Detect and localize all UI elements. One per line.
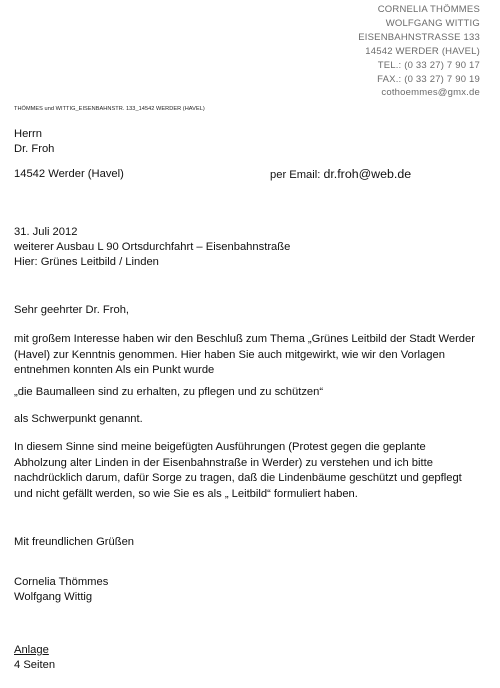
email-prefix: per Email: [270,169,324,181]
paragraph-3-line: und nicht gefällt werden, so wie Sie es als „ Leitbild“ formuliert haben. [14,487,358,500]
closing: Mit freundlichen Grüßen [14,536,135,548]
paragraph-1-line: mit großem Interesse haben wir den Beschluß zum Thema „Grünes Leitbild der Stadt Werder [14,333,475,345]
sender-fax: FAX.: (0 33 27) 7 90 19 [377,73,480,85]
signature-2: Wolfgang Wittig [14,591,93,603]
signature-1: Cornelia Thömmes [14,576,109,588]
recipient-email: dr.froh@web.de [323,167,412,181]
recipient-salutation: Herrn [14,128,42,140]
paragraph-3 [14,440,462,502]
return-address-line: THÖMMES und WITTIG_EISENBAHNSTR. 133_14542 WERDER (HAVEL) [14,106,205,112]
sender-city: 14542 WERDER (HAVEL) [365,45,480,57]
sender-address-block [358,3,480,100]
paragraph-3-line: In diesem Sinne sind meine beigefügten Ausführungen (Protest gegen die geplante [14,441,426,453]
letter-date: 31. Juli 2012 [14,226,78,238]
paragraph-3-line: nachdrücklich darum, dafür Sorge zu tragen, daß die Lindenbäume geschützt und gepflegt [14,472,462,484]
attachment-pages: 4 Seiten [14,659,56,671]
paragraph-1 [14,332,475,379]
sender-email: cothoemmes@gmx.de [381,87,480,99]
sender-name-1: CORNELIA THÖMMES [377,4,480,15]
paragraph-1-line: entnehmen konnten Als ein Punkt wurde [14,364,215,376]
recipient-city: 14542 Werder (Havel) [14,168,124,180]
recipient-name: Dr. Froh [14,143,55,155]
subject-line-2: Hier: Grünes Leitbild / Linden [14,256,159,268]
greeting: Sehr geehrter Dr. Froh, [14,304,130,316]
sender-street: EISENBAHNSTRASSE 133 [358,31,480,43]
recipient-email-line [270,167,411,181]
attachment-label: Anlage [14,644,49,656]
paragraph-3-line: Abholzung alter Linden in der Eisenbahnstraße in Werder) zu verstehen und ich bitte [14,456,433,469]
sender-name-2: WOLFGANG WITTIG [385,17,480,29]
paragraph-1-line: (Havel) zur Kenntnis genommen. Hier haben Sie auch mitgewirkt, wie wir den Vorlagen [14,348,445,361]
quote: „die Baumalleen sind zu erhalten, zu pflegen und zu schützen“ [14,386,324,398]
sender-phone: TEL.: (0 33 27) 7 90 17 [377,59,480,71]
paragraph-2: als Schwerpunkt genannt. [14,413,143,425]
subject-line-1: weiterer Ausbau L 90 Ortsdurchfahrt – Eisenbahnstraße [14,241,291,253]
